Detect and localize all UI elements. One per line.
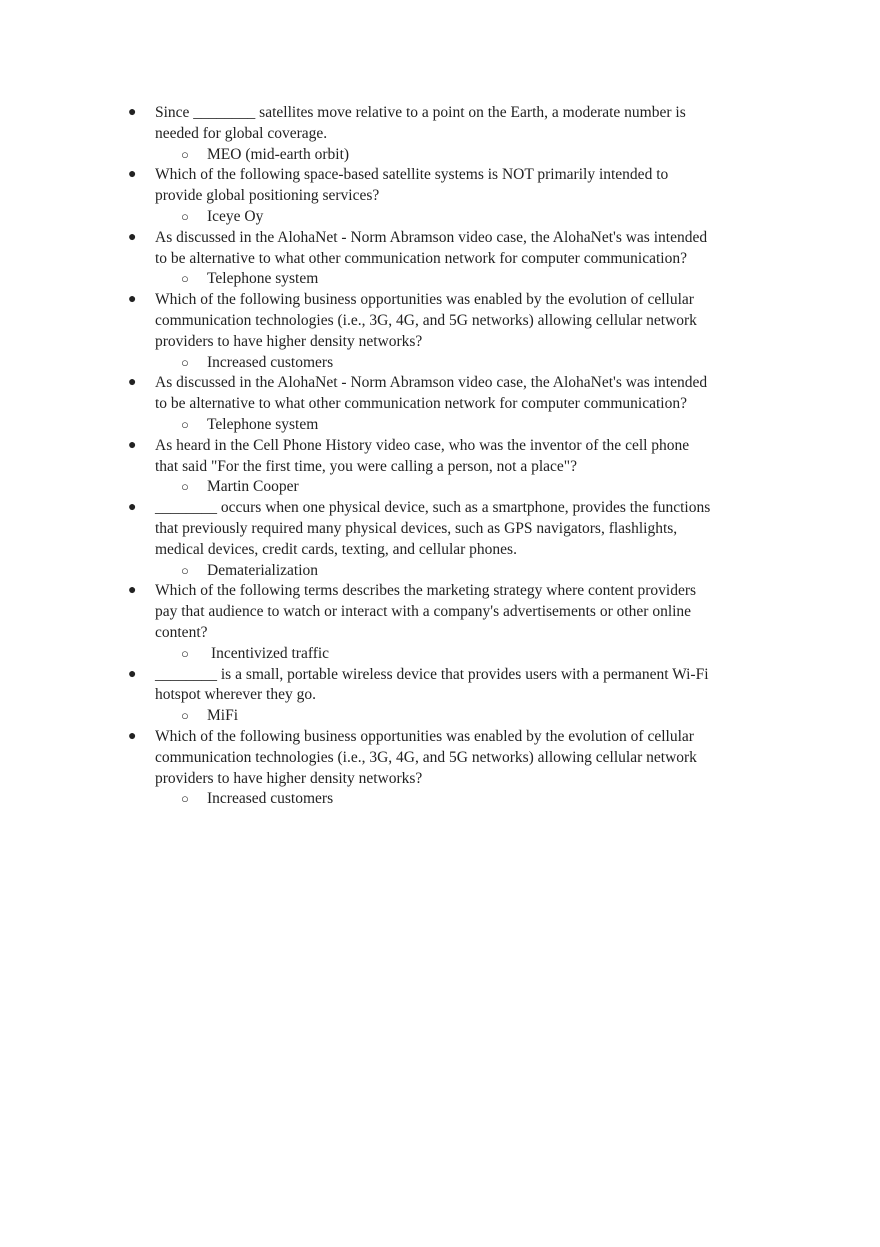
list-item <box>0 103 880 165</box>
hollow-bullet-icon: ○ <box>181 708 189 724</box>
question-row <box>128 228 715 270</box>
list-item <box>0 498 880 581</box>
question-row <box>128 165 715 207</box>
answer-text: Martin Cooper <box>207 478 299 496</box>
question-text: Which of the following business opportunities was enabled by the evolution of cellular communication technologies (i.e., 3G, 4G, and 5G networks) allowing cellular network providers to have higher density networks? <box>155 291 697 350</box>
answer-row <box>181 561 707 582</box>
answer-text: Dematerialization <box>207 561 319 579</box>
answer-row <box>181 789 707 810</box>
question-row <box>128 103 715 145</box>
list-item <box>0 373 880 435</box>
question-row <box>128 373 715 415</box>
answer-text: Incentivized traffic <box>211 644 330 662</box>
answer-row <box>181 353 707 374</box>
filled-bullet-icon: ● <box>128 167 137 183</box>
list-item <box>0 665 880 727</box>
list-item <box>0 581 880 664</box>
question-text: Which of the following business opportunities was enabled by the evolution of cellular communication technologies (i.e., 3G, 4G, and 5G networks) allowing cellular network providers to have higher density networks? <box>155 727 697 787</box>
filled-bullet-icon: ● <box>128 292 137 308</box>
answer-row <box>181 415 707 436</box>
list-item <box>0 290 880 373</box>
hollow-bullet-icon: ○ <box>181 271 189 287</box>
question-row <box>128 727 715 789</box>
question-text: Which of the following space-based satellite systems is NOT primarily intended to provide global positioning services? <box>155 166 669 205</box>
answer-text: Increased customers <box>207 790 334 808</box>
answer-row <box>181 644 707 665</box>
filled-bullet-icon: ● <box>128 666 137 682</box>
list-item <box>0 228 880 290</box>
question-answer-list <box>0 103 880 810</box>
hollow-bullet-icon: ○ <box>181 208 189 224</box>
question-row <box>128 436 715 478</box>
answer-text: Iceye Oy <box>207 207 264 225</box>
filled-bullet-icon: ● <box>128 583 137 599</box>
question-text: As discussed in the AlohaNet - Norm Abramson video case, the AlohaNet's was intended to be alternative to what other communication network for computer communication? <box>155 374 708 413</box>
list-item <box>0 727 880 810</box>
question-text: Since ________ satellites move relative to a point on the Earth, a moderate number is needed for global coverage. <box>155 104 686 142</box>
question-row <box>128 581 715 643</box>
hollow-bullet-icon: ○ <box>181 416 189 432</box>
answer-row <box>181 207 707 228</box>
filled-bullet-icon: ● <box>128 105 137 120</box>
answer-row <box>181 477 707 498</box>
answer-row <box>181 706 707 727</box>
question-row <box>128 498 715 560</box>
filled-bullet-icon: ● <box>128 437 137 453</box>
filled-bullet-icon: ● <box>128 229 137 245</box>
hollow-bullet-icon: ○ <box>181 645 189 661</box>
filled-bullet-icon: ● <box>128 375 137 391</box>
answer-text: Telephone system <box>207 415 319 433</box>
answer-text: MEO (mid-earth orbit) <box>207 145 350 163</box>
answer-row <box>181 269 707 290</box>
hollow-bullet-icon: ○ <box>181 562 189 578</box>
question-text: ________ is a small, portable wireless device that provides users with a permanent Wi-Fi hotspot wherever they go. <box>155 665 709 704</box>
hollow-bullet-icon: ○ <box>181 146 189 162</box>
list-item <box>0 436 880 498</box>
hollow-bullet-icon: ○ <box>181 791 189 807</box>
list-item <box>0 165 880 227</box>
hollow-bullet-icon: ○ <box>181 354 189 370</box>
question-text: Which of the following terms describes the marketing strategy where content providers pay that audience to watch or interact with a company's advertisements or other online content? <box>155 582 697 641</box>
filled-bullet-icon: ● <box>128 728 137 744</box>
question-row <box>128 290 715 352</box>
answer-row <box>181 145 707 166</box>
question-text: As discussed in the AlohaNet - Norm Abramson video case, the AlohaNet's was intended to be alternative to what other communication network for computer communication? <box>155 228 708 267</box>
answer-text: Increased customers <box>207 353 334 371</box>
question-text: As heard in the Cell Phone History video case, who was the inventor of the cell phone that said "For the first time, you were calling a person, not a place"? <box>155 436 690 475</box>
question-text: ________ occurs when one physical device, such as a smartphone, provides the functions that previously required many physical devices, such as GPS navigators, flashlights, medical devices, credit cards, texting, and cellular phones. <box>155 499 711 558</box>
filled-bullet-icon: ● <box>128 500 137 516</box>
question-row <box>128 665 715 707</box>
answer-text: MiFi <box>207 707 239 725</box>
hollow-bullet-icon: ○ <box>181 479 189 495</box>
answer-text: Telephone system <box>207 270 319 288</box>
